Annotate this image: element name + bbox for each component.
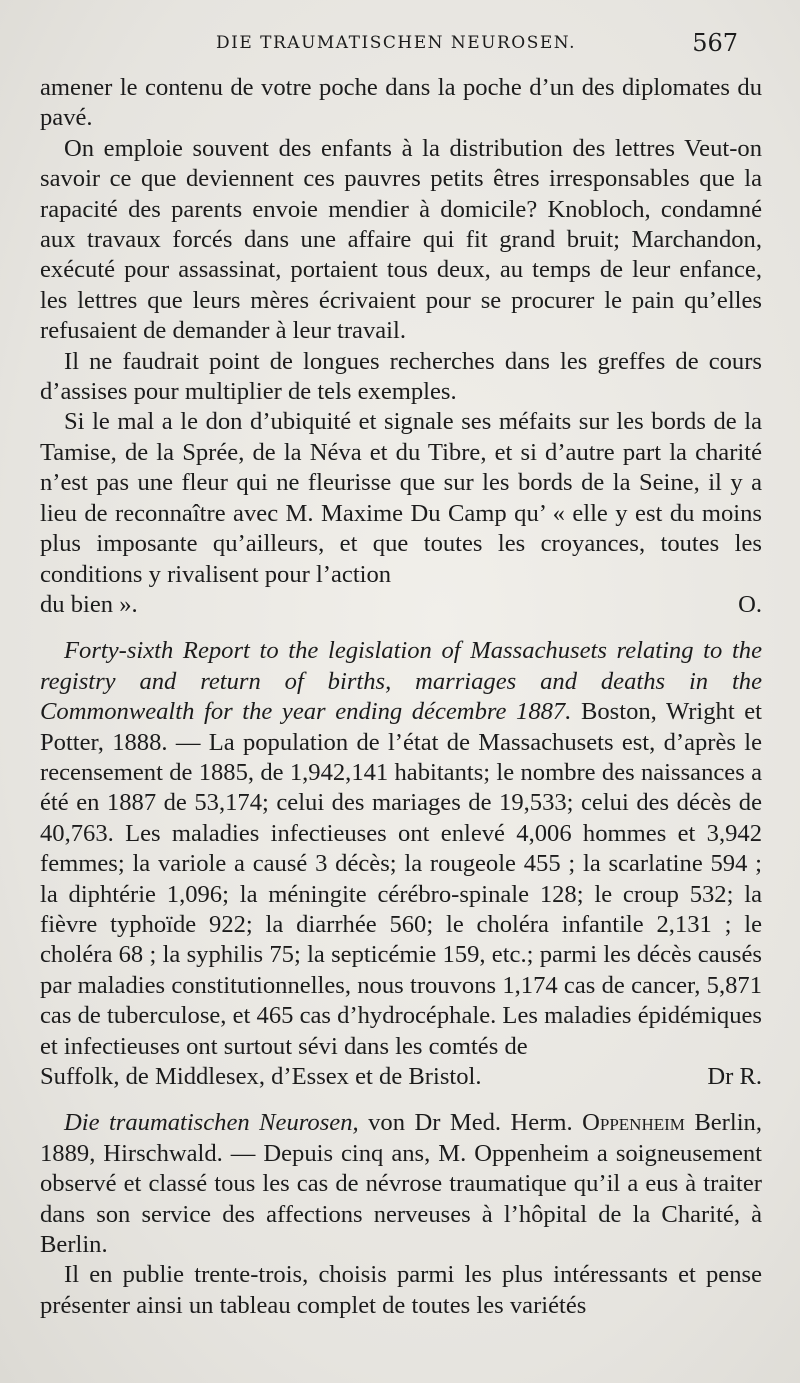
review-text-massachusets: Boston, Wright et Potter, 1888. — La population de l’état de Massachusets est, d’après le recensement de 1885, de 1,942,141 habitants; le nombre des naissances a été en 1887 de 53,174; celui des mariages de 19,533; celui des décès de 40,763. Les maladies infectieuses ont enlevé 4,006 hommes et 3,942 femmes; la variole a causé 3 décès; la rougeole 455 ; la scarlatine 594 ; la diphtérie 1,096; la méningite cérébro-spinale 128; le croup 532; la fièvre typhoïde 922; la diarrhée 560; le choléra infantile 2,131 ; le choléra 68 ; la syphilis 75; la septicémie 159, etc.; parmi les décès causés par maladies constitutionnelles, nous trouvons 1,174 cas de cancer, 5,871 cas de tuberculose, et 465 cas d’hydrocéphale. Les maladies <box>40 698 762 1030</box>
running-head <box>0 29 800 65</box>
paragraph-children-letters: On emploie souvent des enfants à la distribution des lettres Veut-on savoir ce que deviennent ces pauvres petits êtres irresponsables que la rapacité des parents envoie mendier à domicile? Knobloch, condamné aux travaux forcés dans une affaire qui fit grand bruit; Marchandon, exécuté pour assassinat, portaient tous deux, au temps de leur enfance, les lettres que leurs mères écrivaient pour se procurer le pain qu’elles refusaient de demander à leur travail. <box>40 134 762 345</box>
body-text <box>40 73 762 1321</box>
page-number: 567 <box>692 29 738 57</box>
review-title-massachusets: Forty-sixth Report to the legislation of Massachusets relating to the registry and return of births, marriages and deaths in the Commonwealth for the year ending décembre 1887. <box>40 637 762 726</box>
review-final-line: Suffolk, de Middlesex, d’Essex et de Bristol. <box>40 1063 482 1090</box>
paragraph-charity: Si le mal a le don d’ubiquité et signale ses méfaits sur les bords de la Tamise, de la Sprée, de la Néva et du Tibre, et si d’autre part la charité n’est pas une fleur qui ne fleurisse que sur les bords de la Seine, il y a lieu de reconnaître avec M. Maxime Du Camp qu’ « elle y est du moins plus imposante qu’ailleurs, et que toutes les croyances, toutes les conditions y rivalisent pour l’action <box>40 408 762 588</box>
signature-dr-r: Dr R. <box>707 1063 762 1090</box>
review-massachusets <box>40 636 762 1062</box>
review-closing-line <box>40 1062 762 1092</box>
review-neurosen <box>40 1108 762 1260</box>
closing-line <box>40 590 762 620</box>
signature-o: O. <box>738 590 762 618</box>
review-last-line: épidémiques et infectieuses ont surtout sévi dans les comtés de <box>40 1002 762 1060</box>
review-author: Oppenheim <box>582 1109 685 1137</box>
closing-text: du bien ». <box>40 590 138 618</box>
paragraph-publications: Il en publie trente-trois, choisis parmi les plus intéressants et pense présenter ainsi un tableau complet de toutes les variétés <box>40 1261 762 1319</box>
review-title-neurosen: Die traumatischen Neurosen, <box>64 1109 359 1137</box>
running-title: DIE TRAUMATISCHEN NEUROSEN. <box>216 33 576 53</box>
review-von: von Dr Med. Herm. <box>358 1109 583 1137</box>
paragraph-continued: amener le contenu de votre poche dans la poche d’un des diplomates du pavé. <box>40 74 762 132</box>
review-text-neurosen: Berlin, 1889, Hirschwald. — Depuis cinq ans, M. Oppenheim a soigneusement observé et classé tous les cas de névrose traumatique qu’il a eus à traiter dans son service des affections nerveuses à l’hôpital de la Charité, à Berlin. <box>40 1109 762 1259</box>
paragraph-examples: Il ne faudrait point de longues recherches dans les greffes de cours d’assises pour multiplier de tels exemples. <box>40 347 762 406</box>
